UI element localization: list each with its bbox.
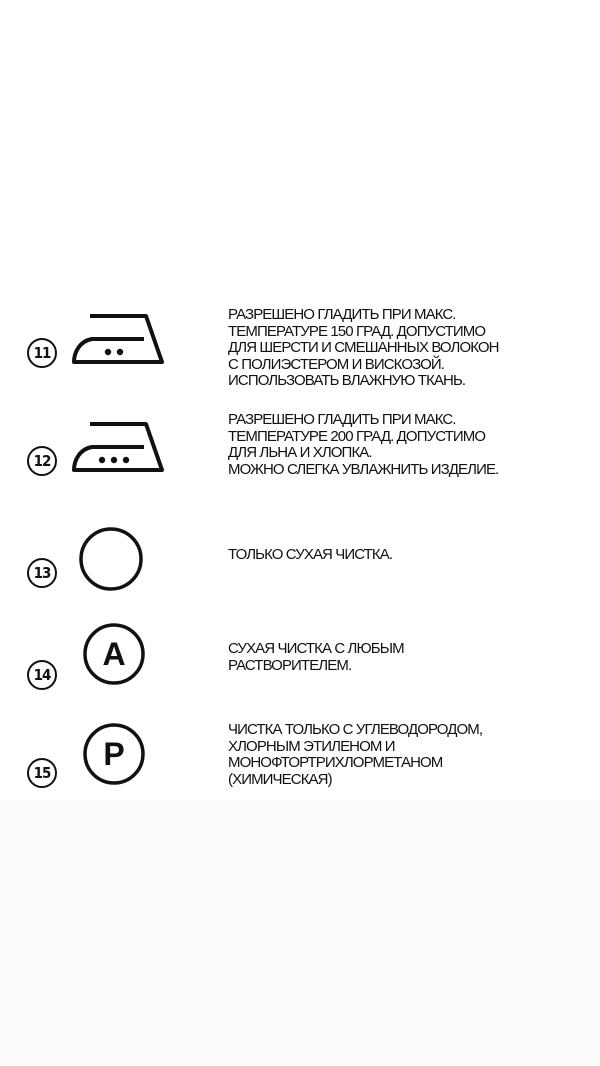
symbol-description-15 — [228, 722, 598, 788]
iron-two-dots-icon — [68, 308, 164, 368]
circle-letter: A — [102, 636, 126, 672]
symbol-description-14 — [228, 641, 598, 674]
description-line: ДЛЯ ЛЬНА И ХЛОПКА. — [228, 444, 372, 461]
symbol-number-badge: 15 — [27, 758, 57, 788]
description-line: СУХАЯ ЧИСТКА С ЛЮБЫМ — [228, 640, 404, 657]
iron-three-dots-icon — [68, 416, 164, 476]
description-line: ТЕМПЕРАТУРЕ 200 ГРАД. ДОПУСТИМО — [228, 427, 486, 445]
description-line: МОЖНО СЛЕГКА УВЛАЖНИТЬ ИЗДЕЛИЕ. — [228, 460, 499, 478]
symbol-description-13 — [228, 547, 598, 564]
description-line: ХЛОРНЫМ ЭТИЛЕНОМ И — [228, 737, 395, 755]
description-line: ИСПОЛЬЗОВАТЬ ВЛАЖНУЮ ТКАНЬ. — [228, 372, 466, 389]
circle-p-icon — [82, 722, 146, 786]
circle-icon — [78, 526, 144, 592]
symbol-number-badge: 12 — [27, 446, 57, 476]
description-line: РАСТВОРИТЕЛЕМ. — [228, 656, 352, 674]
symbol-description-11 — [228, 307, 598, 390]
background-shade — [0, 800, 600, 1066]
description-line: ТЕМПЕРАТУРЕ 150 ГРАД. ДОПУСТИМО — [228, 322, 486, 340]
symbol-description-12 — [228, 412, 598, 478]
description-line: РАЗРЕШЕНО ГЛАДИТЬ ПРИ МАКС. — [228, 306, 456, 323]
description-line: ЧИСТКА ТОЛЬКО С УГЛЕВОДОРОДОМ, — [228, 721, 483, 738]
symbol-number-badge: 14 — [27, 660, 57, 690]
symbol-number-badge: 13 — [27, 558, 57, 588]
symbol-number-badge: 11 — [27, 338, 57, 368]
description-line: (ХИМИЧЕСКАЯ) — [228, 770, 332, 788]
description-line: ДЛЯ ШЕРСТИ И СМЕШАННЫХ ВОЛОКОН — [228, 339, 499, 356]
description-line: С ПОЛИЭСТЕРОМ И ВИСКОЗОЙ. — [228, 355, 445, 373]
description-line: ТОЛЬКО СУХАЯ ЧИСТКА. — [228, 546, 393, 563]
description-line: РАЗРЕШЕНО ГЛАДИТЬ ПРИ МАКС. — [228, 411, 456, 428]
circle-a-icon — [82, 622, 146, 686]
circle-letter: P — [103, 736, 125, 772]
description-line: МОНОФТОРТРИХЛОРМЕТАНОМ — [228, 754, 443, 771]
